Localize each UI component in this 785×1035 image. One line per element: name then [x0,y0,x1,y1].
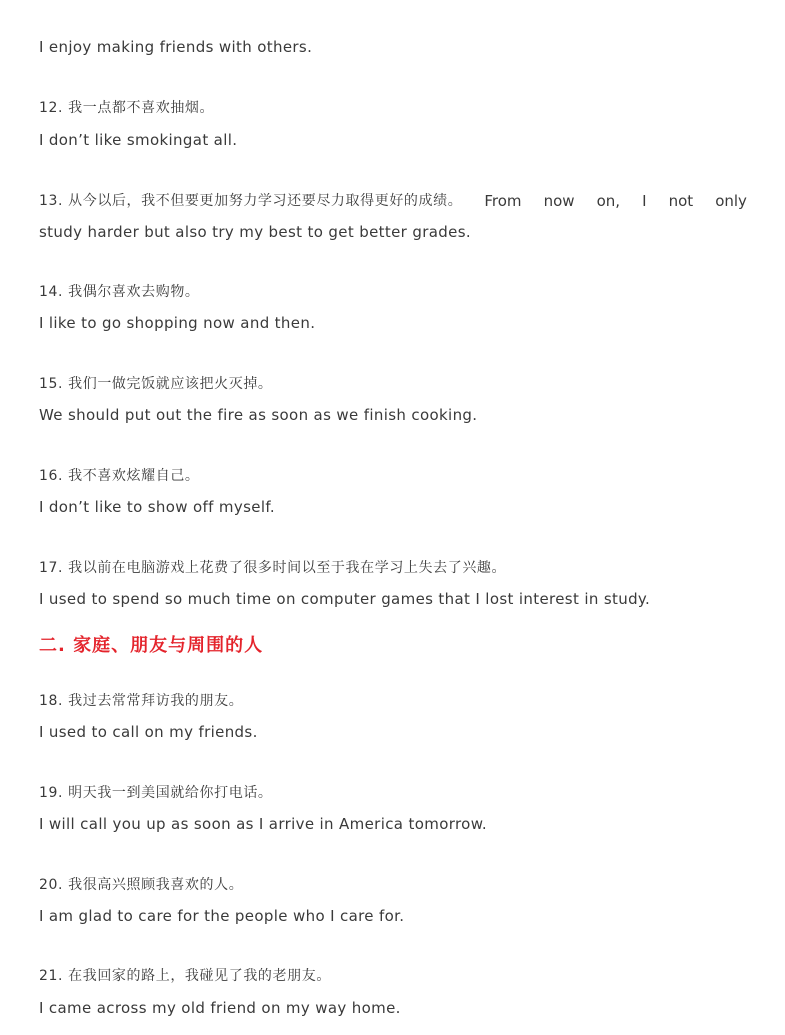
english-sentence-15: We should put out the fire as soon as we finish cooking. [39,406,478,424]
chinese-english-sentence-13 [39,191,747,211]
word-on: on, [596,192,621,210]
english-sentence-21: I came across my old friend on my way home. [39,999,401,1017]
english-sentence-12: I don’t like smokingat all. [39,131,238,149]
word-from: From [484,192,522,210]
chinese-sentence-17: 17. 我以前在电脑游戏上花费了很多时间以至于我在学习上失去了兴趣。 [39,560,507,576]
chinese-sentence-13: 13. 从今以后，我不但要更加努力学习还要尽力取得更好的成绩。 [39,193,463,209]
section-heading: 二. 家庭、朋友与周围的人 [39,635,264,656]
word-only: only [715,192,747,210]
chinese-sentence-18: 18. 我过去常常拜访我的朋友。 [39,693,244,709]
word-i: I [642,192,647,210]
chinese-sentence-19: 19. 明天我一到美国就给你打电话。 [39,785,273,801]
word-now: now [543,192,575,210]
word-not: not [668,192,694,210]
chinese-sentence-20: 20. 我很高兴照顾我喜欢的人。 [39,877,244,893]
english-sentence-17: I used to spend so much time on computer games that I lost interest in study. [39,590,651,608]
english-sentence-18: I used to call on my friends. [39,723,258,741]
english-sentence-14: I like to go shopping now and then. [39,314,316,332]
chinese-sentence-14: 14. 我偶尔喜欢去购物。 [39,284,200,300]
chinese-sentence-21: 21. 在我回家的路上，我碰见了我的老朋友。 [39,968,331,984]
chinese-sentence-12: 12. 我一点都不喜欢抽烟。 [39,100,215,116]
english-sentence-11: I enjoy making friends with others. [39,38,313,56]
chinese-sentence-16: 16. 我不喜欢炫耀自己。 [39,468,200,484]
english-sentence-19: I will call you up as soon as I arrive in America tomorrow. [39,815,488,833]
chinese-sentence-15: 15. 我们一做完饭就应该把火灭掉。 [39,376,273,392]
english-sentence-16: I don’t like to show off myself. [39,498,276,516]
english-sentence-13-continued: study harder but also try my best to get better grades. [39,223,471,241]
english-sentence-20: I am glad to care for the people who I care for. [39,907,405,925]
